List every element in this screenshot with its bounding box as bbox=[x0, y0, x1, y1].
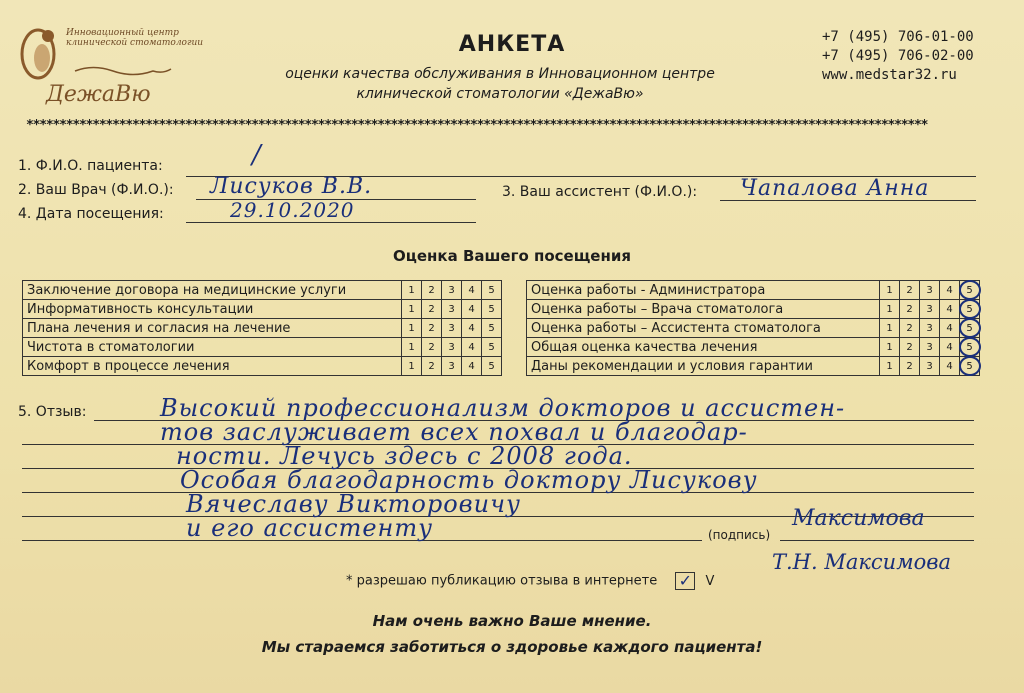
left-rating-score-5[interactable]: 5 bbox=[482, 281, 502, 300]
left-rating-row bbox=[23, 338, 502, 357]
selected-score-circle bbox=[959, 280, 981, 300]
selected-score-circle bbox=[959, 318, 981, 338]
left-rating-score-2[interactable]: 2 bbox=[422, 300, 442, 319]
left-rating-score-5[interactable]: 5 bbox=[482, 338, 502, 357]
left-rating-score-3[interactable]: 3 bbox=[442, 281, 462, 300]
right-rating-score-2[interactable]: 2 bbox=[900, 338, 920, 357]
review-text-2[interactable]: тов заслуживает всех похвал и благодар- bbox=[160, 418, 748, 446]
left-rating-row bbox=[23, 300, 502, 319]
logo-name: ДежаВю bbox=[46, 82, 151, 107]
left-rating-score-1[interactable]: 1 bbox=[402, 300, 422, 319]
right-rating-score-2[interactable]: 2 bbox=[900, 281, 920, 300]
right-rating-row bbox=[527, 319, 980, 338]
left-rating-score-5[interactable]: 5 bbox=[482, 319, 502, 338]
review-label: 5. Отзыв: bbox=[18, 404, 87, 420]
left-rating-score-4[interactable]: 4 bbox=[462, 357, 482, 376]
right-rating-label: Оценка работы - Администратора bbox=[527, 281, 880, 300]
left-rating-score-2[interactable]: 2 bbox=[422, 357, 442, 376]
footer-line-1: Нам очень важно Ваше мнение. bbox=[372, 612, 652, 630]
left-rating-score-4[interactable]: 4 bbox=[462, 319, 482, 338]
left-rating-label: Комфорт в процессе лечения bbox=[23, 357, 402, 376]
review-text-1[interactable]: Высокий профессионализм докторов и ассистен- bbox=[160, 394, 846, 422]
date-value[interactable]: 29.10.2020 bbox=[230, 198, 355, 222]
right-rating-score-5[interactable]: 5 bbox=[960, 281, 980, 300]
left-rating-label: Плана лечения и согласия на лечение bbox=[23, 319, 402, 338]
left-rating-score-4[interactable]: 4 bbox=[462, 281, 482, 300]
right-rating-score-4[interactable]: 4 bbox=[940, 338, 960, 357]
page-subtitle bbox=[200, 64, 800, 105]
selected-score-circle bbox=[959, 299, 981, 319]
left-rating-row bbox=[23, 319, 502, 338]
review-text-3[interactable]: ности. Лечусь здесь с 2008 года. bbox=[176, 442, 633, 470]
right-rating-label: Общая оценка качества лечения bbox=[527, 338, 880, 357]
selected-score-circle bbox=[959, 337, 981, 357]
right-rating-row bbox=[527, 357, 980, 376]
right-rating-score-3[interactable]: 3 bbox=[920, 281, 940, 300]
rating-section-title: Оценка Вашего посещения bbox=[393, 247, 631, 265]
left-rating-score-5[interactable]: 5 bbox=[482, 357, 502, 376]
logo-tagline: Инновационный центр клинической стоматологии bbox=[66, 28, 204, 49]
right-rating-row bbox=[527, 338, 980, 357]
consent-text: * разрешаю публикацию отзыва в интернете bbox=[346, 573, 658, 589]
right-rating-score-4[interactable]: 4 bbox=[940, 319, 960, 338]
right-rating-score-3[interactable]: 3 bbox=[920, 357, 940, 376]
signature-handwritten: Максимова bbox=[792, 506, 925, 531]
right-rating-score-4[interactable]: 4 bbox=[940, 281, 960, 300]
left-rating-score-3[interactable]: 3 bbox=[442, 357, 462, 376]
star-divider: **************************************************************************************************************************************** bbox=[26, 118, 928, 133]
review-text-5[interactable]: Вячеславу Викторовичу bbox=[186, 490, 521, 518]
phone-2: +7 (495) 706-02-00 bbox=[822, 47, 974, 64]
left-rating-label: Чистота в стоматологии bbox=[23, 338, 402, 357]
left-rating-score-4[interactable]: 4 bbox=[462, 338, 482, 357]
left-rating-row bbox=[23, 357, 502, 376]
website: www.medstar32.ru bbox=[822, 66, 957, 83]
right-rating-score-5[interactable]: 5 bbox=[960, 338, 980, 357]
right-rating-score-3[interactable]: 3 bbox=[920, 338, 940, 357]
assistant-label: 3. Ваш ассистент (Ф.И.О.): bbox=[502, 184, 698, 200]
left-rating-score-2[interactable]: 2 bbox=[422, 319, 442, 338]
left-rating-score-1[interactable]: 1 bbox=[402, 338, 422, 357]
right-rating-score-5[interactable]: 5 bbox=[960, 357, 980, 376]
right-rating-row bbox=[527, 281, 980, 300]
patient-value[interactable]: / bbox=[252, 140, 262, 170]
signature-label: (подпись) bbox=[708, 528, 771, 542]
rating-table-right bbox=[526, 280, 980, 376]
left-rating-score-3[interactable]: 3 bbox=[442, 319, 462, 338]
left-rating-score-4[interactable]: 4 bbox=[462, 300, 482, 319]
signature-line bbox=[780, 540, 974, 541]
right-rating-score-4[interactable]: 4 bbox=[940, 300, 960, 319]
right-rating-score-1[interactable]: 1 bbox=[880, 319, 900, 338]
right-rating-label: Даны рекомендации и условия гарантии bbox=[527, 357, 880, 376]
right-rating-score-3[interactable]: 3 bbox=[920, 319, 940, 338]
doctor-value[interactable]: Лисуков В.В. bbox=[210, 174, 373, 199]
left-rating-score-1[interactable]: 1 bbox=[402, 357, 422, 376]
right-rating-score-1[interactable]: 1 bbox=[880, 338, 900, 357]
right-rating-score-5[interactable]: 5 bbox=[960, 319, 980, 338]
date-label: 4. Дата посещения: bbox=[18, 206, 164, 222]
right-rating-score-1[interactable]: 1 bbox=[880, 357, 900, 376]
consent-row bbox=[346, 572, 714, 590]
subtitle-line-2: клинической стоматологии «ДежаВю» bbox=[356, 86, 644, 103]
contact-block bbox=[822, 28, 974, 85]
left-rating-score-3[interactable]: 3 bbox=[442, 338, 462, 357]
right-rating-score-2[interactable]: 2 bbox=[900, 300, 920, 319]
consent-checkbox[interactable]: ✓ bbox=[675, 572, 695, 590]
right-rating-label: Оценка работы – Врача стоматолога bbox=[527, 300, 880, 319]
selected-score-circle bbox=[959, 356, 981, 376]
left-rating-score-5[interactable]: 5 bbox=[482, 300, 502, 319]
right-rating-score-4[interactable]: 4 bbox=[940, 357, 960, 376]
left-rating-score-2[interactable]: 2 bbox=[422, 338, 442, 357]
right-rating-row bbox=[527, 300, 980, 319]
footer-line-2: Мы стараемся заботиться о здоровье каждого пациента! bbox=[261, 638, 763, 656]
consent-after-mark: V bbox=[705, 573, 715, 589]
left-rating-score-1[interactable]: 1 bbox=[402, 319, 422, 338]
right-rating-score-1[interactable]: 1 bbox=[880, 300, 900, 319]
rating-table-left bbox=[22, 280, 502, 376]
left-rating-score-3[interactable]: 3 bbox=[442, 300, 462, 319]
left-rating-score-1[interactable]: 1 bbox=[402, 281, 422, 300]
review-text-4[interactable]: Особая благодарность доктору Лисукову bbox=[180, 466, 758, 494]
page-title: АНКЕТА bbox=[458, 32, 566, 57]
right-rating-score-5[interactable]: 5 bbox=[960, 300, 980, 319]
right-rating-label: Оценка работы – Ассистента стоматолога bbox=[527, 319, 880, 338]
signature-name: Т.Н. Максимова bbox=[772, 550, 951, 574]
left-rating-row bbox=[23, 281, 502, 300]
left-rating-label: Информативность консультации bbox=[23, 300, 402, 319]
date-field-line bbox=[186, 222, 476, 223]
review-text-6[interactable]: и его ассистенту bbox=[186, 514, 434, 542]
logo-ornament-icon bbox=[73, 64, 173, 78]
left-rating-label: Заключение договора на медицинские услуги bbox=[23, 281, 402, 300]
right-rating-score-3[interactable]: 3 bbox=[920, 300, 940, 319]
phone-1: +7 (495) 706-01-00 bbox=[822, 29, 974, 45]
patient-label: 1. Ф.И.О. пациента: bbox=[18, 158, 163, 174]
right-rating-score-2[interactable]: 2 bbox=[900, 357, 920, 376]
left-rating-score-2[interactable]: 2 bbox=[422, 281, 442, 300]
right-rating-score-2[interactable]: 2 bbox=[900, 319, 920, 338]
doctor-label: 2. Ваш Врач (Ф.И.О.): bbox=[18, 182, 174, 198]
subtitle-line-1: оценки качества обслуживания в Инновационном центре bbox=[285, 66, 715, 82]
right-rating-score-1[interactable]: 1 bbox=[880, 281, 900, 300]
assistant-value[interactable]: Чапалова Анна bbox=[740, 176, 930, 201]
